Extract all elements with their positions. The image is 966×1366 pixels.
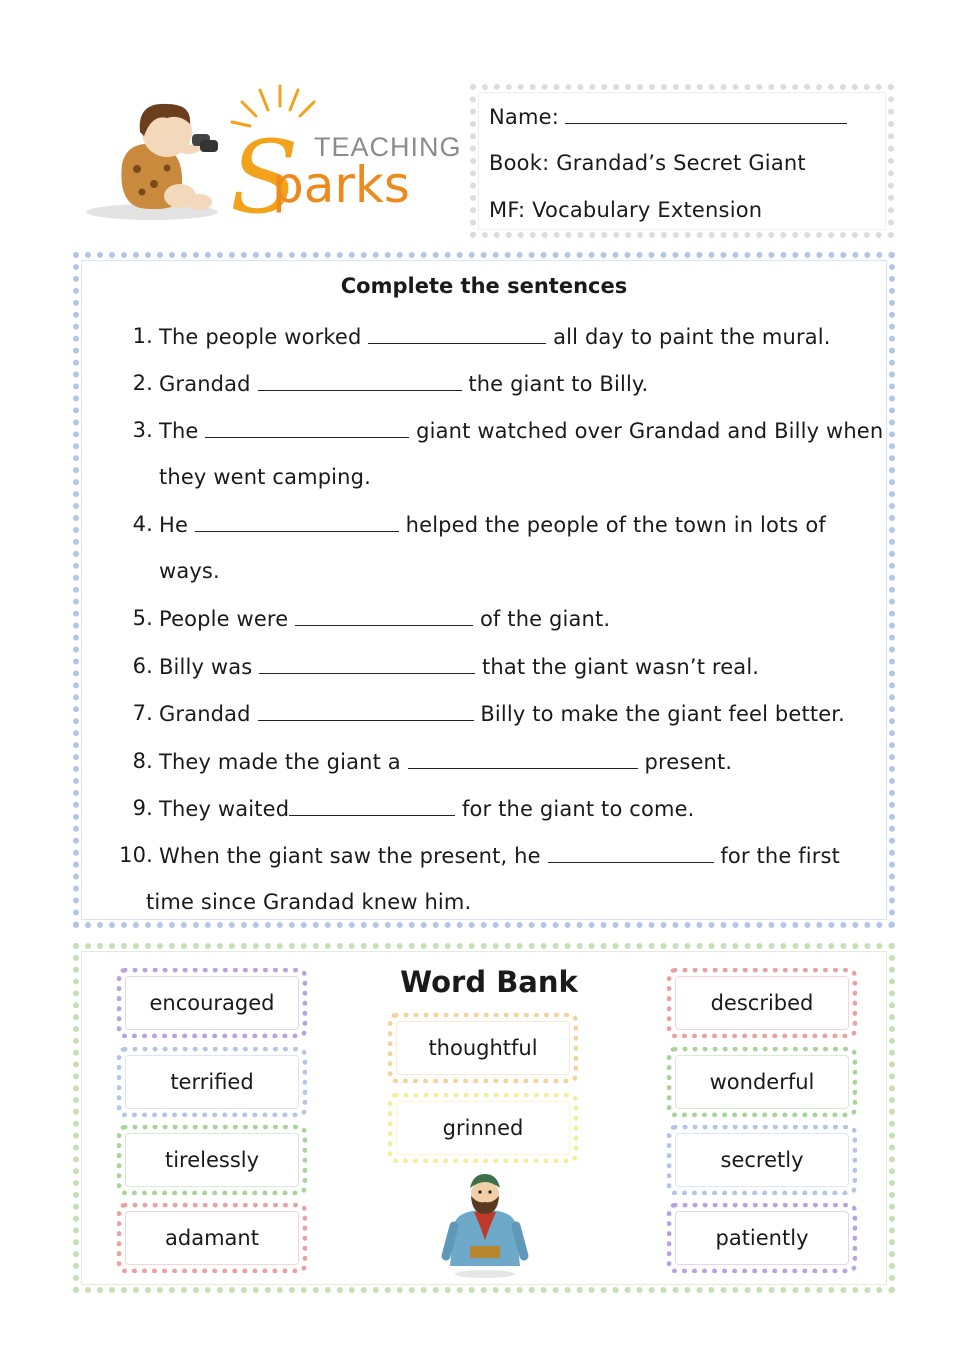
sentence-number: 3.: [132, 418, 153, 442]
answer-blank[interactable]: [408, 749, 638, 769]
sentence-number: 4.: [132, 512, 153, 536]
sentence-3-continued: they went camping.: [159, 465, 371, 489]
answer-blank[interactable]: [289, 796, 455, 816]
word-card-wonderful[interactable]: wonderful: [667, 1047, 857, 1117]
word-card-patiently[interactable]: patiently: [667, 1203, 857, 1273]
sentence-text-after: for the first: [720, 844, 841, 868]
sentence-text-before: Grandad: [159, 702, 251, 726]
word-card-adamant[interactable]: adamant: [117, 1203, 307, 1273]
sentence-number: 7.: [132, 701, 153, 725]
word-card-described[interactable]: described: [667, 968, 857, 1038]
sentence-text-before: The people worked: [159, 325, 362, 349]
giant-figure-icon: [440, 1170, 530, 1278]
sentence-number: 2.: [132, 371, 153, 395]
word-card-encouraged[interactable]: encouraged: [117, 968, 307, 1038]
sentence-text-before: They waited: [159, 797, 290, 821]
sentence-text-after: for the giant to come.: [462, 797, 695, 821]
answer-blank[interactable]: [205, 418, 409, 438]
answer-blank[interactable]: [259, 654, 475, 674]
sentence-number: 10.: [119, 843, 153, 867]
answer-blank[interactable]: [258, 371, 462, 391]
sentence-number: 6.: [132, 654, 153, 678]
answer-blank[interactable]: [548, 843, 714, 863]
sentence-text-after: of the giant.: [479, 607, 611, 631]
sentence-text-before: The: [159, 419, 199, 443]
sentences-heading: Complete the sentences: [340, 274, 628, 298]
answer-blank[interactable]: [258, 701, 474, 721]
name-label: Name:: [489, 105, 560, 129]
sentence-text-after: the giant to Billy.: [468, 372, 649, 396]
word-card-terrified[interactable]: terrified: [117, 1047, 307, 1117]
activity-title: MF: Vocabulary Extension: [489, 198, 763, 222]
caveman-with-binoculars-icon: [82, 84, 462, 232]
sentence-number: 9.: [132, 796, 153, 820]
svg-text:S: S: [230, 119, 299, 232]
sentence-text-after: present.: [644, 750, 733, 774]
word-card-tirelessly[interactable]: tirelessly: [117, 1125, 307, 1195]
word-card-thoughtful[interactable]: thoughtful: [388, 1013, 578, 1083]
sentence-text-after: Billy to make the giant feel better.: [480, 702, 845, 726]
logo-text-teaching: TEACHING: [314, 132, 462, 162]
sentence-text-before: Billy was: [159, 655, 253, 679]
svg-text:parks: parks: [272, 156, 410, 214]
sentence-number: 1.: [132, 324, 153, 348]
teaching-sparks-logo: [82, 84, 462, 232]
answer-blank[interactable]: [195, 512, 399, 532]
sentence-text-before: Grandad: [159, 372, 251, 396]
word-card-secretly[interactable]: secretly: [667, 1125, 857, 1195]
sentence-text-before: People were: [159, 607, 289, 631]
name-blank-line[interactable]: [565, 104, 847, 124]
sentence-number: 8.: [132, 749, 153, 773]
word-card-grinned[interactable]: grinned: [388, 1093, 578, 1163]
name-field[interactable]: [489, 104, 847, 129]
sentence-text-before: He: [159, 513, 189, 537]
sentence-text-before: They made the giant a: [159, 750, 401, 774]
sentence-10-continued: time since Grandad knew him.: [146, 890, 472, 914]
sentence-text-after: all day to paint the mural.: [553, 325, 831, 349]
book-title: Book: Grandad’s Secret Giant: [489, 151, 806, 175]
answer-blank[interactable]: [368, 324, 546, 344]
sentence-text-before: When the giant saw the present, he: [159, 844, 541, 868]
student-info-box: [470, 84, 894, 238]
sentences-panel: [73, 252, 895, 928]
sentence-4-continued: ways.: [159, 559, 220, 583]
sentence-text-after: giant watched over Grandad and Billy when: [416, 419, 884, 443]
giant-illustration: [440, 1170, 530, 1278]
sentence-number: 5.: [132, 606, 153, 630]
sentence-text-after: helped the people of the town in lots of: [405, 513, 826, 537]
word-bank-heading: Word Bank: [400, 965, 578, 999]
answer-blank[interactable]: [295, 606, 473, 626]
sentence-text-after: that the giant wasn’t real.: [482, 655, 760, 679]
